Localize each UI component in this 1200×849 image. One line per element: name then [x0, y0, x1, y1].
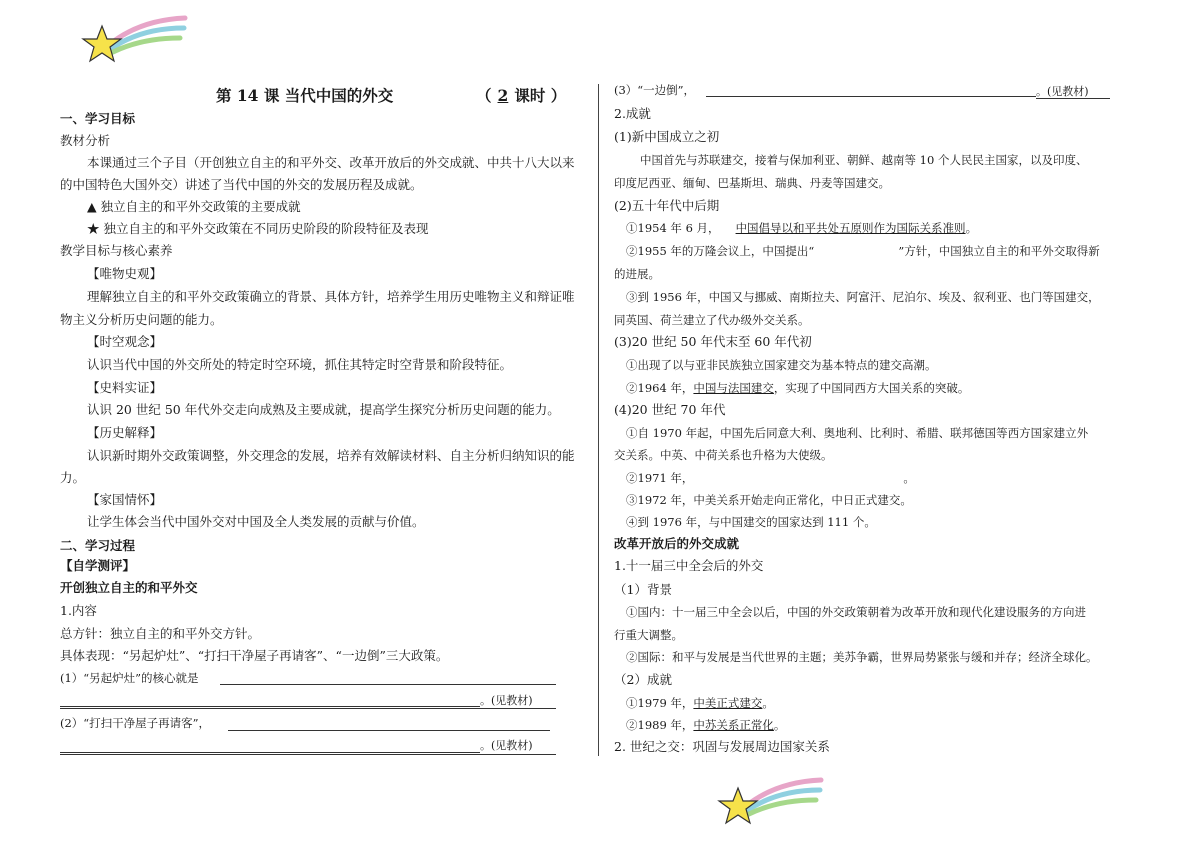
page-title: 第 14 课 当代中国的外交: [216, 86, 394, 105]
item-text: ②1989 年，: [626, 718, 694, 732]
paragraph: 总方针：独立自主的和平外交方针。: [60, 626, 261, 641]
question-label: (2）“打扫干净屋子再请客”，: [60, 716, 211, 730]
list-item: ④到 1976 年，与中国建交的国家达到 111 个。: [626, 515, 876, 529]
topic-heading: 开创独立自主的和平外交: [60, 580, 198, 595]
key-point: ★ 独立自主的和平外交政策在不同历史阶段的阶段特征及表现: [87, 221, 429, 236]
list-item: [626, 695, 774, 711]
question-label: (3）“一边倒”，: [614, 83, 696, 97]
paragraph: 印度尼西亚、缅甸、巴基斯坦、瑞典、丹麦等国建交。: [614, 176, 890, 190]
list-item: [626, 717, 785, 733]
period-heading: (3)20 世纪 50 年代末至 60 年代初: [614, 334, 812, 349]
list-item: ①国内：十一届三中全会以后，中国的外交政策朝着为改革开放和现代化建设服务的方向进: [626, 605, 1086, 619]
subheading: 【自学测评】: [60, 558, 136, 573]
period-heading: (4)20 世纪 70 年代: [614, 402, 726, 417]
star-icon: [80, 14, 190, 74]
item-text: ②1964 年，: [626, 381, 694, 395]
item-text: 。: [773, 718, 786, 732]
item-text: ①1954 年 6 月，: [626, 221, 720, 235]
hours-close: 课时 ）: [514, 86, 567, 105]
paragraph: 让学生体会当代中国外交对中国及全人类发展的贡献与价值。: [87, 514, 425, 529]
filled-answer: 中苏关系正常化: [693, 718, 774, 732]
literacy-label: 【史料实证】: [87, 380, 163, 395]
topic-heading: 改革开放后的外交成就: [614, 536, 740, 551]
list-item: ①出现了以与亚非民族独立国家建交为基本特点的建交高潮。: [626, 358, 937, 372]
filled-answer: 中国倡导以和平共处五原则作为国际关系准则: [735, 221, 966, 235]
paragraph: 认识新时期外交政策调整，外交理念的发展，培养有效解读材料、自主分析归纳知识的能: [87, 448, 575, 463]
item-text: ，实现了中国同西方大国关系的突破。: [773, 381, 970, 395]
paragraph: 具体表现：“另起炉灶”、“打扫干净屋子再请客”、“一边倒”三大政策。: [60, 648, 449, 663]
item-text: 。: [762, 696, 774, 710]
subheading: 教材分析: [60, 133, 111, 148]
list-item: [626, 380, 969, 396]
question-note: 。(见教材): [480, 739, 533, 752]
list-item: ②国际：和平与发展是当代世界的主题；美苏争霸，世界局势紧张与缓和并存；经济全球化。: [626, 650, 1098, 664]
section-heading: 二、学习过程: [60, 538, 136, 553]
answer-line: [1036, 98, 1110, 99]
period-heading: (1)新中国成立之初: [614, 129, 720, 144]
hours-open: （: [476, 86, 492, 105]
item-text: 。: [965, 221, 978, 235]
item-text: ①1979 年，: [626, 696, 694, 710]
question-note: 。(见教材): [1036, 85, 1089, 98]
item-heading: 2.成就: [614, 106, 651, 121]
answer-blank[interactable]: [220, 684, 556, 685]
paragraph: 本课通过三个子目（开创独立自主的和平外交、改革开放后的外交成就、中共十八大以来: [87, 155, 575, 170]
question-note: 。(见教材): [480, 694, 533, 707]
list-item: ③1972 年，中美关系开始走向正常化，中日正式建交。: [626, 493, 912, 507]
lesson-hours: [476, 86, 566, 106]
paragraph: 的进展。: [614, 267, 660, 281]
period-heading: (2)五十年代中后期: [614, 198, 720, 213]
paragraph: 认识当代中国的外交所处的特定时空环境，抓住其特定时空背景和阶段特征。: [87, 357, 513, 372]
paragraph: 行重大调整。: [614, 628, 683, 642]
list-item: ①自 1970 年起，中国先后同意大利、奥地利、比利时、希腊、联邦德国等西方国家建立外: [626, 426, 1089, 440]
item-text: ”方针，中国独立自主的和平外交取得新: [898, 244, 1100, 258]
answer-blank[interactable]: [60, 752, 480, 753]
list-item: [626, 220, 977, 236]
paragraph: 中国首先与苏联建交，接着与保加利亚、朝鲜、越南等 10 个人民民主国家，以及印度、: [640, 153, 1088, 167]
answer-blank[interactable]: [60, 706, 480, 707]
literacy-label: 【唯物史观】: [87, 266, 163, 281]
answer-line: [60, 708, 556, 709]
answer-blank[interactable]: [706, 96, 1036, 97]
item-text: ②1971 年，: [626, 471, 694, 485]
list-item: [626, 470, 915, 486]
item-text: 。: [903, 471, 915, 485]
list-item: ③到 1956 年，中国又与挪威、南斯拉夫、阿富汗、尼泊尔、埃及、叙利亚、也门等国建交，: [626, 290, 1100, 304]
hours-value: 2: [497, 86, 509, 105]
item-text: ②1955 年的万隆会议上，中国提出“: [626, 244, 815, 258]
answer-line: [60, 754, 556, 755]
answer-blank[interactable]: [228, 730, 550, 731]
literacy-label: 【家国情怀】: [87, 492, 163, 507]
item-heading: 1.十一届三中全会后的外交: [614, 558, 764, 573]
question-label: (1）“另起炉灶”的核心就是: [60, 671, 199, 685]
star-icon: [716, 776, 826, 836]
paragraph: 力。: [60, 470, 86, 485]
filled-answer: 中美正式建交: [693, 696, 763, 710]
item-heading: 2. 世纪之交：巩固与发展周边国家关系: [614, 739, 830, 754]
paragraph: 交关系。中英、中荷关系也升格为大使级。: [614, 448, 833, 462]
item-heading: 1.内容: [60, 603, 97, 618]
paragraph: 的中国特色大国外交）讲述了当代中国的外交的发展历程及成就。: [60, 177, 423, 192]
paragraph: 理解独立自主的和平外交政策确立的背景、具体方针，培养学生用历史唯物主义和辩证唯: [87, 289, 575, 304]
sub-item-heading: （1）背景: [614, 582, 672, 597]
subheading: 教学目标与核心素养: [60, 243, 173, 258]
column-divider: [598, 84, 599, 756]
key-point: ▲ 独立自主的和平外交政策的主要成就: [87, 199, 301, 214]
sub-item-heading: （2）成就: [614, 672, 672, 687]
filled-answer: 中国与法国建交: [693, 381, 774, 395]
section-heading: 一、学习目标: [60, 111, 136, 126]
literacy-label: 【时空观念】: [87, 334, 163, 349]
paragraph: 认识 20 世纪 50 年代外交走向成熟及主要成就，提高学生探究分析历史问题的能力。: [87, 402, 560, 417]
paragraph: 物主义分析历史问题的能力。: [60, 312, 223, 327]
literacy-label: 【历史解释】: [87, 425, 163, 440]
list-item: [626, 243, 1100, 259]
paragraph: 同英国、荷兰建立了代办级外交关系。: [614, 313, 810, 327]
